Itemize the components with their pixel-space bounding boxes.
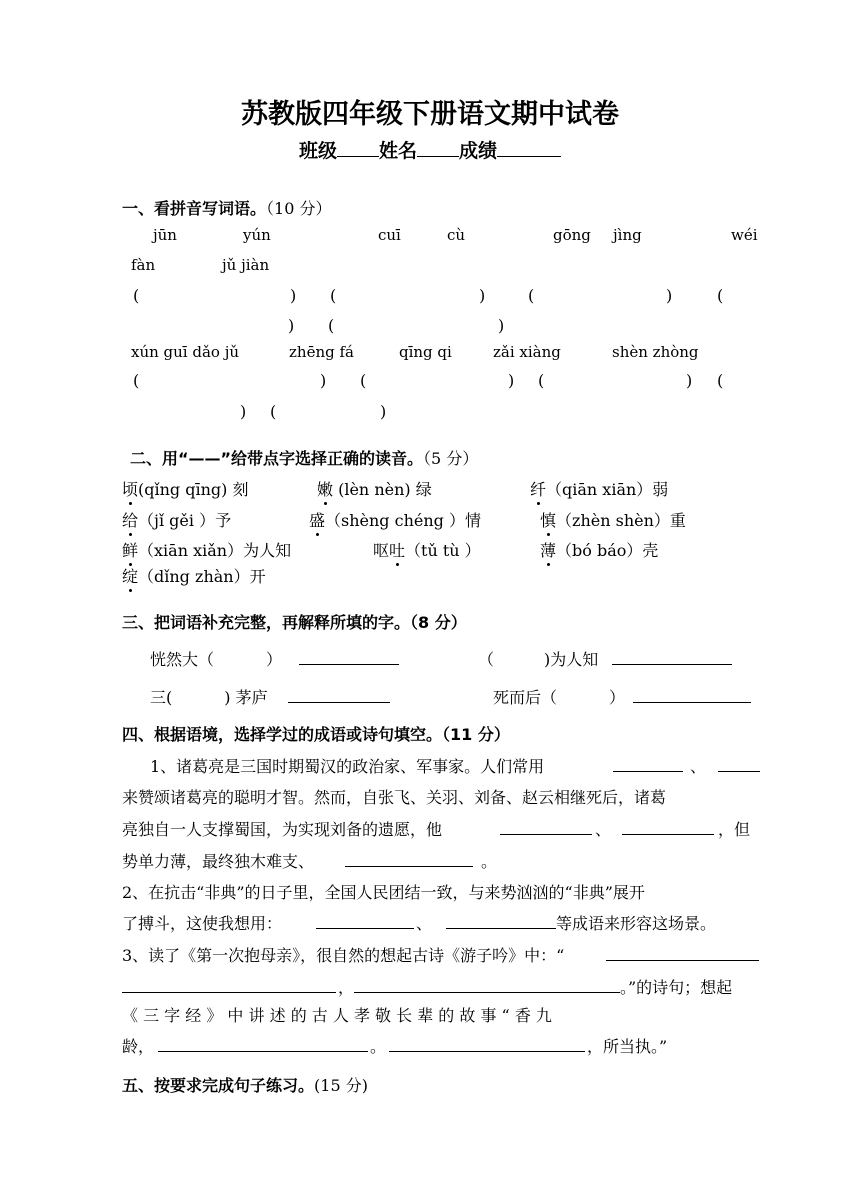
paren-close: ) xyxy=(288,316,295,335)
paren-open: ( xyxy=(717,371,724,390)
paren-close: ) xyxy=(686,371,693,390)
reading-item: 慎（zhèn shèn）重 xyxy=(540,511,686,530)
answer-blank xyxy=(606,943,759,961)
section-1-heading xyxy=(122,196,331,219)
section-3-heading: 三、把词语补充完整，再解释所填的字。（8 分） xyxy=(122,613,467,632)
paren-open: ( xyxy=(133,371,140,390)
answer-blank xyxy=(633,685,751,703)
text-line: 2、在抗击“非典”的日子里，全国人民团结一致，与来势汹汹的“非典”展开 xyxy=(122,883,645,902)
paren-close: ) xyxy=(290,286,297,305)
name-label: 姓名 xyxy=(378,140,417,162)
pinyin: gōng xyxy=(553,226,591,244)
paren-close: ) xyxy=(240,402,247,421)
reading-item: 顷(qǐng qīng) 刻 xyxy=(122,480,249,499)
answer-blank xyxy=(316,911,414,929)
pinyin: zǎi xiàng xyxy=(493,343,561,361)
section-2-heading xyxy=(130,446,478,469)
idiom-item: 死而后（ ） xyxy=(493,688,626,707)
section-2-points: （5 分） xyxy=(423,449,479,468)
paren-close: ) xyxy=(498,316,505,335)
answer-blank xyxy=(299,647,399,665)
answer-blank xyxy=(622,817,714,835)
answer-blank xyxy=(158,1034,368,1052)
text-line: 龄， xyxy=(122,1037,155,1056)
answer-blank xyxy=(288,685,390,703)
text-line: 等成语来形容这场景。 xyxy=(556,914,717,933)
answer-blank xyxy=(354,975,620,993)
pinyin: zhēng fá xyxy=(289,343,354,361)
answer-blank xyxy=(345,849,473,867)
paren-close: ) xyxy=(380,402,387,421)
pinyin: xún guī dǎo jǔ xyxy=(131,343,240,361)
text-line: 、 xyxy=(595,820,612,839)
paren-open: ( xyxy=(528,286,535,305)
answer-blank xyxy=(613,754,683,772)
name-blank xyxy=(417,139,459,157)
answer-blank xyxy=(389,1034,585,1052)
paren-close: ) xyxy=(666,286,673,305)
score-blank xyxy=(497,139,561,157)
reading-item: 纤（qiān xiān）弱 xyxy=(530,480,669,499)
reading-item: 给（jǐ gěi ）予 xyxy=(122,511,232,530)
text-line: ， xyxy=(338,978,355,997)
section-2-title: 二、用“——”给带点字选择正确的读音。 xyxy=(130,449,424,468)
class-blank xyxy=(337,139,379,157)
answer-blank xyxy=(122,975,336,993)
pinyin: wéi xyxy=(731,226,758,244)
pinyin: qīng qi xyxy=(399,343,452,361)
reading-item: 嫩 (lèn nèn) 绿 xyxy=(317,480,432,499)
pinyin: cù xyxy=(447,226,466,244)
paren-open: ( xyxy=(328,316,335,335)
pinyin: shèn zhòng xyxy=(612,343,699,361)
pinyin: yún xyxy=(243,226,271,244)
class-label: 班级 xyxy=(298,140,337,162)
section-1-points: （10 分） xyxy=(266,199,332,218)
text-line: 势单力薄，最终独木难支、 xyxy=(122,852,315,871)
idiom-item: 三( ) 茅庐 xyxy=(150,688,268,707)
reading-item: 薄（bó báo）壳 xyxy=(540,541,659,560)
paren-open: ( xyxy=(270,402,277,421)
text-line: 了搏斗，这使我想用： xyxy=(122,914,283,933)
answer-blank xyxy=(612,647,732,665)
reading-item: 绽（dǐng zhàn）开 xyxy=(122,567,266,586)
paren-open: ( xyxy=(717,286,724,305)
paren-open: ( xyxy=(538,371,545,390)
answer-blank xyxy=(718,754,760,772)
pinyin: jìng xyxy=(613,226,642,244)
text-line: 3、读了《第一次抱母亲》，很自然的想起古诗《游子吟》中：“ xyxy=(122,946,565,965)
pinyin: jūn xyxy=(153,226,177,244)
paren-open: ( xyxy=(133,286,140,305)
answer-blank xyxy=(500,817,592,835)
answer-blank xyxy=(446,911,556,929)
paren-open: ( xyxy=(330,286,337,305)
text-line: ，所当执。” xyxy=(587,1037,668,1056)
text-line: 1、诸葛亮是三国时期蜀汉的政治家、军事家。人们常用 xyxy=(150,757,545,776)
paren-close: ) xyxy=(508,371,515,390)
page-title: 苏教版四年级下册语文期中试卷 xyxy=(241,99,619,130)
paren-close: ) xyxy=(479,286,486,305)
pinyin: cuī xyxy=(378,226,401,244)
section-5-title: 五、按要求完成句子练习。 xyxy=(122,1076,315,1095)
score-label: 成绩 xyxy=(459,140,498,162)
student-info-line xyxy=(0,136,860,163)
paren-close: ) xyxy=(320,371,327,390)
reading-item: 呕吐（tǔ tù ） xyxy=(373,541,481,560)
reading-item: 鲜（xiān xiǎn）为人知 xyxy=(122,541,292,560)
idiom-item: 恍然大（ ） xyxy=(150,650,283,669)
section-5-points: (15 分) xyxy=(314,1076,368,1095)
text-line: 亮独自一人支撑蜀国，为实现刘备的遗愿，他 xyxy=(122,820,443,839)
pinyin: jǔ jiàn xyxy=(222,256,270,274)
text-line: 、 xyxy=(690,757,707,776)
text-line: 《 三 字 经 》 中 讲 述 的 古 人 孝 敬 长 辈 的 故 事 “ 香 九 xyxy=(122,1006,552,1025)
idiom-item: （ )为人知 xyxy=(478,650,599,669)
reading-item: 盛（shèng chéng ）情 xyxy=(309,511,482,530)
text-line: 。”的诗句；想起 xyxy=(620,978,733,997)
text-line: 。 xyxy=(370,1037,387,1056)
text-line: ，但 xyxy=(718,820,751,839)
section-1-title: 一、看拼音写词语。 xyxy=(122,199,267,218)
section-5-heading xyxy=(122,1073,368,1096)
section-4-heading: 四、根据语境，选择学过的成语或诗句填空。（11 分） xyxy=(122,725,510,744)
text-line: 来赞颂诸葛亮的聪明才智。然而，自张飞、关羽、刘备、赵云相继死后，诸葛 xyxy=(122,788,667,807)
text-line: 。 xyxy=(481,852,498,871)
paren-open: ( xyxy=(360,371,367,390)
text-line: 、 xyxy=(416,914,433,933)
pinyin: fàn xyxy=(131,256,156,274)
